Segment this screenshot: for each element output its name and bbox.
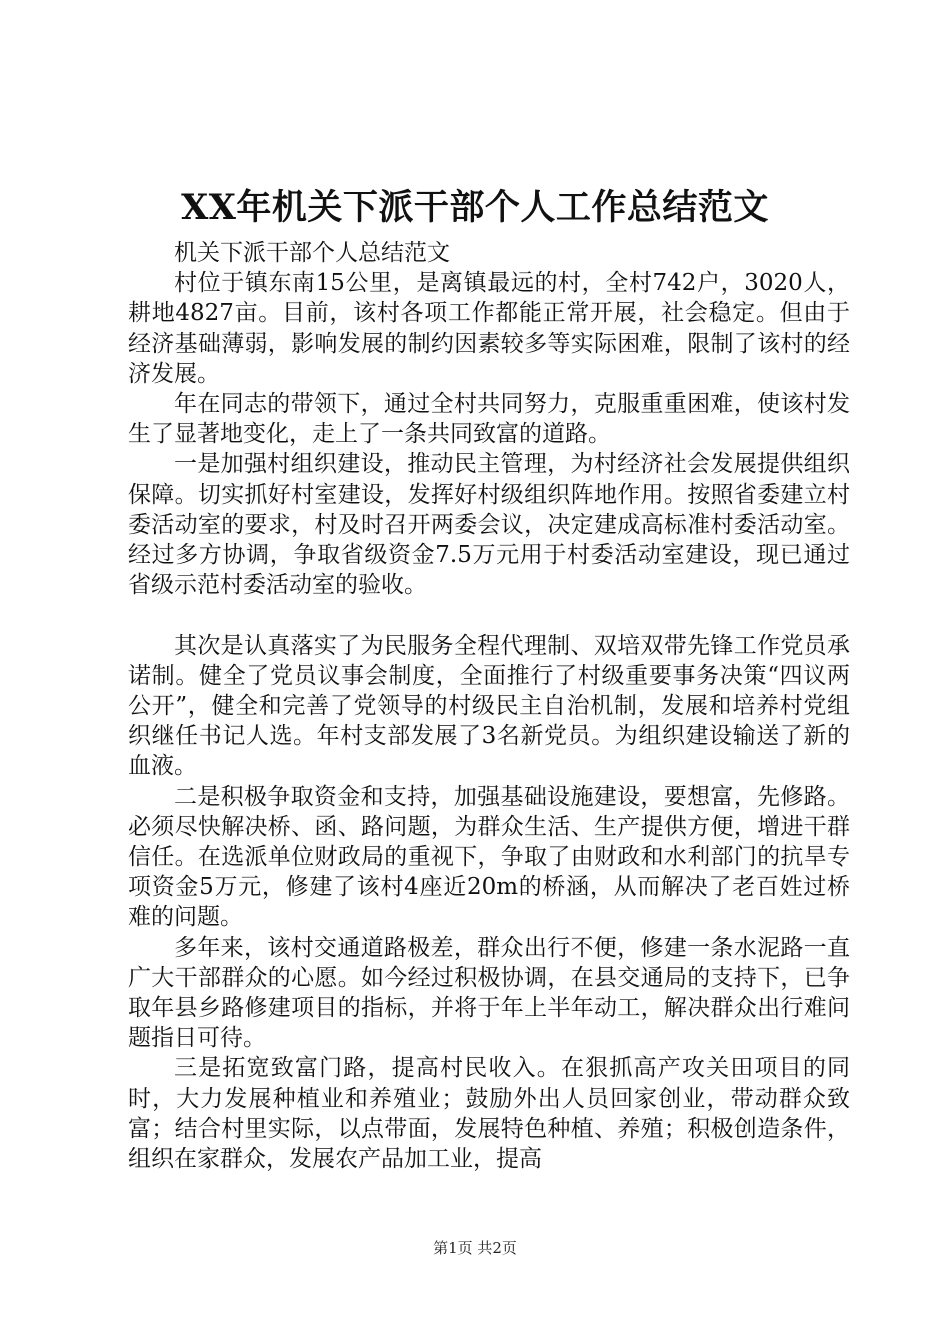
- body-paragraph: 三是拓宽致富门路，提高村民收入。在狠抓高产攻关田项目的同时，大力发展种植业和养殖业；鼓励外出人员回家创业，带动群众致富；结合村里实际，以点带面，发展特色种植、养殖；积极创造条件，组织在家群众，发展农产品加工业，提高: [128, 1055, 850, 1173]
- page-footer: [0, 1238, 950, 1258]
- body-paragraph: 其次是认真落实了为民服务全程代理制、双培双带先锋工作党员承诺制。健全了党员议事会制度，全面推行了村级重要事务决策“四议两公开”，健全和完善了党领导的村级民主自治机制，发展和培养村党组织继任书记人选。年村支部发展了3名新党员。为组织建设输送了新的血液。: [128, 632, 850, 780]
- paragraph-spacer: [128, 600, 850, 630]
- body-paragraph: 二是积极争取资金和支持，加强基础设施建设，要想富，先修路。必须尽快解决桥、函、路问题，为群众生活、生产提供方便，增进干群信任。在选派单位财政局的重视下，争取了由财政和水利部门的抗旱专项资金5万元，修建了该村4座近20m的桥涵，从而解决了老百姓过桥难的问题。: [128, 783, 850, 931]
- page-number-label: 第1页 共2页: [433, 1239, 517, 1257]
- body-paragraph: 村位于镇东南15公里，是离镇最远的村，全村742户，3020人，耕地4827亩。目前，该村各项工作都能正常开展，社会稳定。但由于经济基础薄弱，影响发展的制约因素较多等实际困难，限制了该村的经济发展。: [128, 270, 850, 387]
- document-title: XX年机关下派干部个人工作总结范文: [181, 187, 769, 228]
- body-paragraph: 一是加强村组织建设，推动民主管理，为村经济社会发展提供组织保障。切实抓好村室建设，发挥好村级组织阵地作用。按照省委建立村委活动室的要求，村及时召开两委会议，决定建成高标准村委活动室。经过多方协调，争取省级资金7.5万元用于村委活动室建设，现已通过省级示范村委活动室的验收。: [128, 451, 850, 599]
- subtitle-paragraph: 机关下派干部个人总结范文: [174, 240, 450, 266]
- body-paragraph: 年在同志的带领下，通过全村共同努力，克服重重困难，使该村发生了显著地变化，走上了一条共同致富的道路。: [128, 391, 850, 448]
- body-paragraph: 多年来，该村交通道路极差，群众出行不便，修建一条水泥路一直广大干部群众的心愿。如今经过积极协调，在县交通局的支持下，已争取年县乡路修建项目的指标，并将于年上半年动工，解决群众出行难问题指日可待。: [128, 934, 850, 1052]
- document-body: [128, 238, 850, 1174]
